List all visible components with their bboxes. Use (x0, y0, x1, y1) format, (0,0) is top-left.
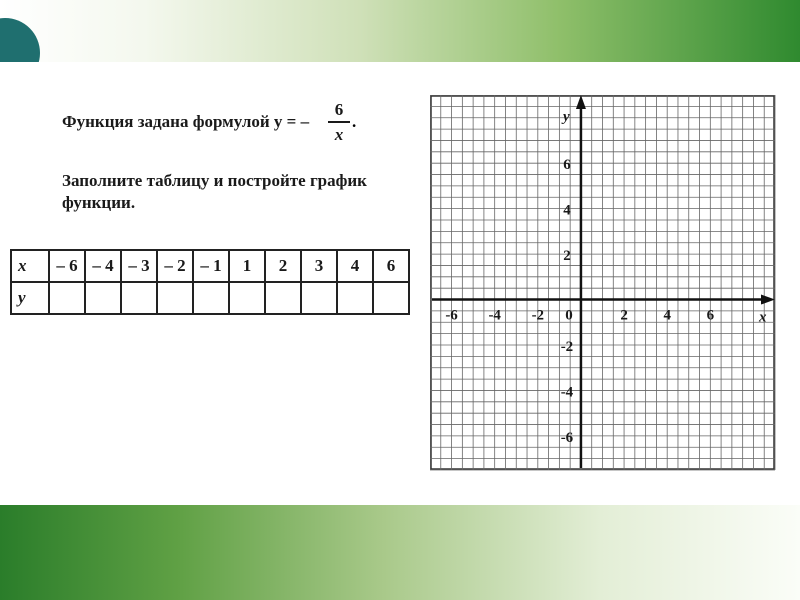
origin-label: 0 (565, 307, 573, 324)
x-axis-arrow (761, 295, 775, 305)
y-tick-label: -2 (560, 339, 574, 355)
y-value-cell[interactable] (265, 282, 301, 314)
x-value-cell: 2 (265, 250, 301, 282)
y-tick-label: 6 (563, 157, 571, 174)
y-axis-label: y (562, 109, 570, 125)
x-tick-label: 2 (620, 307, 628, 324)
x-value-cell: 1 (229, 250, 265, 282)
x-value-cell: 3 (301, 250, 337, 282)
statement-end: . (352, 112, 357, 131)
x-value-cell: – 4 (85, 250, 121, 282)
x-value-cell: – 6 (49, 250, 85, 282)
table-row-y (11, 282, 409, 314)
values-table (10, 249, 410, 315)
y-tick-label: 4 (563, 202, 571, 219)
x-tick-label: -2 (531, 307, 545, 324)
fraction-denominator: x (334, 125, 344, 144)
y-tick-label: -6 (560, 429, 574, 446)
y-value-cell[interactable] (373, 282, 409, 314)
y-row-label: y (11, 282, 49, 314)
x-tick-label: -6 (445, 307, 458, 324)
x-row-label: x (11, 250, 49, 282)
footer-band (0, 505, 800, 600)
table-row-x (11, 250, 409, 282)
y-value-cell[interactable] (157, 282, 193, 314)
y-axis-arrow (576, 95, 586, 109)
y-value-cell[interactable] (193, 282, 229, 314)
header-band (0, 0, 800, 62)
x-value-cell: – 1 (193, 250, 229, 282)
y-tick-label: 2 (563, 248, 571, 265)
y-tick-label: -4 (560, 384, 574, 401)
x-axis-label: x (759, 309, 767, 326)
task-instruction: Заполните таблицу и постройте график функции. (62, 171, 367, 212)
grid-lines (430, 95, 775, 470)
y-value-cell[interactable] (229, 282, 265, 314)
y-value-cell[interactable] (85, 282, 121, 314)
y-value-cell[interactable] (337, 282, 373, 314)
x-tick-label: 6 (706, 307, 715, 324)
coordinate-grid (430, 95, 780, 475)
fraction-bar (328, 121, 350, 123)
x-tick-label: 4 (663, 307, 671, 324)
x-value-cell: – 2 (157, 250, 193, 282)
y-value-cell[interactable] (301, 282, 337, 314)
y-tick-labels (561, 157, 574, 446)
y-value-cell[interactable] (49, 282, 85, 314)
x-value-cell: 4 (337, 250, 373, 282)
y-value-cell[interactable] (121, 282, 157, 314)
x-value-cell: 6 (373, 250, 409, 282)
x-tick-label: -4 (488, 307, 501, 324)
function-statement: Функция задана формулой y = – (62, 112, 310, 131)
fraction-numerator: 6 (334, 100, 344, 119)
x-value-cell: – 3 (121, 250, 157, 282)
formula-fraction (328, 100, 350, 145)
